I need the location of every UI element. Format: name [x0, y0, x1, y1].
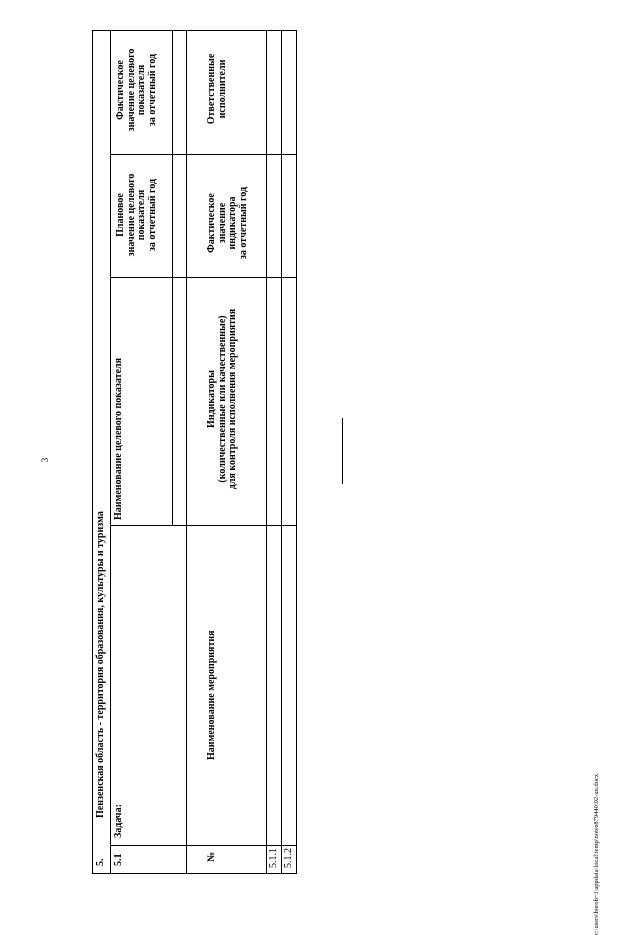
footer-file-path: c:\users\borob~1\appdata\local\temp\notes879440\92-un.docx	[593, 773, 600, 935]
activity-name-header: Наименование мероприятия	[206, 630, 217, 760]
target-actual-header: Фактическое значение целевого показателя за отчетный год	[115, 48, 158, 132]
row-number: 5.1.1	[268, 848, 279, 868]
number-header: №	[206, 851, 217, 862]
indicator-actual-header: Фактическое значение индикатора за отчетный год	[206, 186, 249, 260]
row-number: 5.1.2	[283, 848, 294, 868]
task-number: 5.1	[113, 853, 124, 866]
indicators-header: Индикаторы (количественные или качественные) для контроля исполнения мероприятия	[206, 308, 238, 490]
target-planned-header: Плановое значение целевого показателя за отчетный год	[115, 173, 158, 257]
task-label: Задача:	[113, 804, 124, 838]
responsible-header: Ответственные исполнители	[206, 53, 228, 125]
page-number: 3	[40, 457, 50, 463]
target-name-header: Наименование целевого показателя	[113, 357, 124, 520]
section-title: Пензенская область - территория образования, культуры и туризма	[95, 511, 106, 818]
section-number: 5.	[95, 858, 106, 866]
